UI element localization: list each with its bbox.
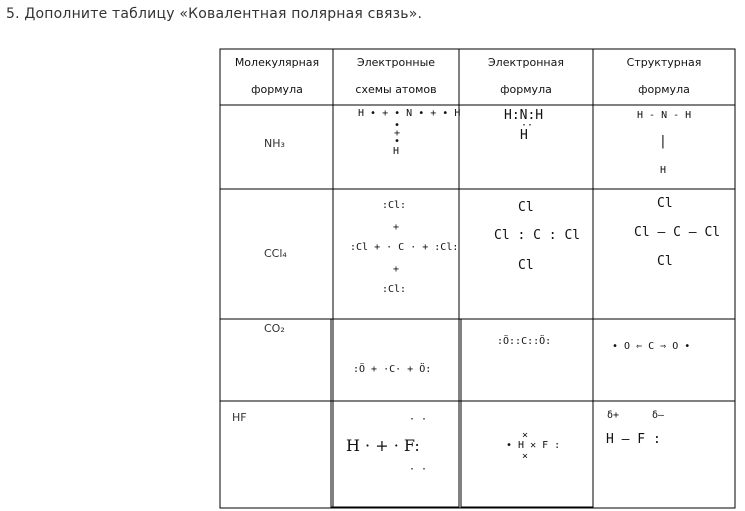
header-line: Электронные bbox=[356, 56, 436, 69]
header-line: формула bbox=[638, 83, 690, 96]
electronic-ccl4-top: Cl bbox=[518, 200, 534, 215]
header-structural-formula bbox=[594, 49, 734, 103]
scheme-ccl4-bottom: :Cl: bbox=[382, 284, 407, 295]
header-line: схемы атомов bbox=[355, 83, 437, 96]
formula-co2: CO₂ bbox=[264, 322, 285, 335]
task-title: 5. Дополните таблицу «Ковалентная полярная связь». bbox=[6, 6, 423, 22]
electronic-co2: :Ö::C::Ö: bbox=[497, 336, 552, 347]
structural-hf-delta-minus: δ– bbox=[652, 410, 665, 421]
electronic-ccl4-bottom: Cl bbox=[518, 258, 534, 273]
header-line: формула bbox=[251, 83, 303, 96]
structural-ccl4-top: Cl bbox=[657, 196, 673, 211]
scheme-hf-top-dots: · · bbox=[409, 414, 428, 425]
formula-ccl4: CCl₄ bbox=[264, 247, 287, 260]
header-molecular-formula bbox=[222, 49, 332, 103]
structural-hf: H — F : bbox=[606, 432, 661, 447]
scheme-hf-bottom-dots: · · bbox=[409, 464, 428, 475]
header-line: Структурная bbox=[626, 56, 702, 69]
scheme-nh3-top: H • + • N • + • H bbox=[358, 108, 461, 119]
structural-nh3-bond: | bbox=[659, 134, 667, 149]
formula-hf: HF bbox=[232, 411, 247, 424]
structural-co2: • O ⇐ C ⇒ O • bbox=[612, 341, 691, 352]
scheme-nh3-dot2: • bbox=[394, 136, 401, 147]
scheme-nh3-dot1: • bbox=[394, 120, 401, 131]
scheme-ccl4-plus-top: + bbox=[393, 222, 400, 233]
scheme-ccl4-middle: :Cl + · C · + :Cl: bbox=[350, 242, 459, 253]
header-electronic-formula bbox=[460, 49, 592, 103]
structural-nh3-top: H - N - H bbox=[637, 110, 692, 121]
structural-hf-delta-plus: δ+ bbox=[607, 410, 620, 421]
scheme-hf: H · + · F: bbox=[346, 436, 420, 455]
electronic-hf-bottom: × bbox=[522, 451, 529, 462]
formula-nh3: NH₃ bbox=[264, 137, 285, 150]
scheme-nh3-bottom: H bbox=[393, 146, 400, 157]
structural-ccl4-bottom: Cl bbox=[657, 254, 673, 269]
header-electron-schemes bbox=[334, 49, 458, 103]
header-line: Электронная bbox=[488, 56, 564, 69]
structural-nh3-bottom: H bbox=[660, 165, 667, 176]
scheme-co2: :Ö + ·C· + Ö: bbox=[353, 364, 432, 375]
scheme-ccl4-plus-bottom: + bbox=[393, 264, 400, 275]
cell-box-co2-scheme bbox=[331, 319, 459, 401]
cell-box-co2-electronic bbox=[461, 319, 593, 401]
header-line: Молекулярная bbox=[234, 56, 320, 69]
electronic-ccl4-middle: Cl : C : Cl bbox=[494, 228, 581, 243]
structural-ccl4-middle: Cl – C – Cl bbox=[634, 225, 721, 240]
electronic-hf: • H ✕ F : bbox=[506, 440, 561, 451]
electronic-hf-top: × bbox=[522, 430, 529, 441]
scheme-ccl4-top: :Cl: bbox=[382, 200, 407, 211]
header-line: формула bbox=[500, 83, 552, 96]
electronic-nh3-top: H:N:H bbox=[504, 108, 544, 123]
scheme-nh3-plus: + bbox=[394, 128, 401, 139]
electronic-nh3-mid: ·· bbox=[521, 120, 534, 131]
electronic-nh3-bottom: H bbox=[520, 128, 528, 143]
